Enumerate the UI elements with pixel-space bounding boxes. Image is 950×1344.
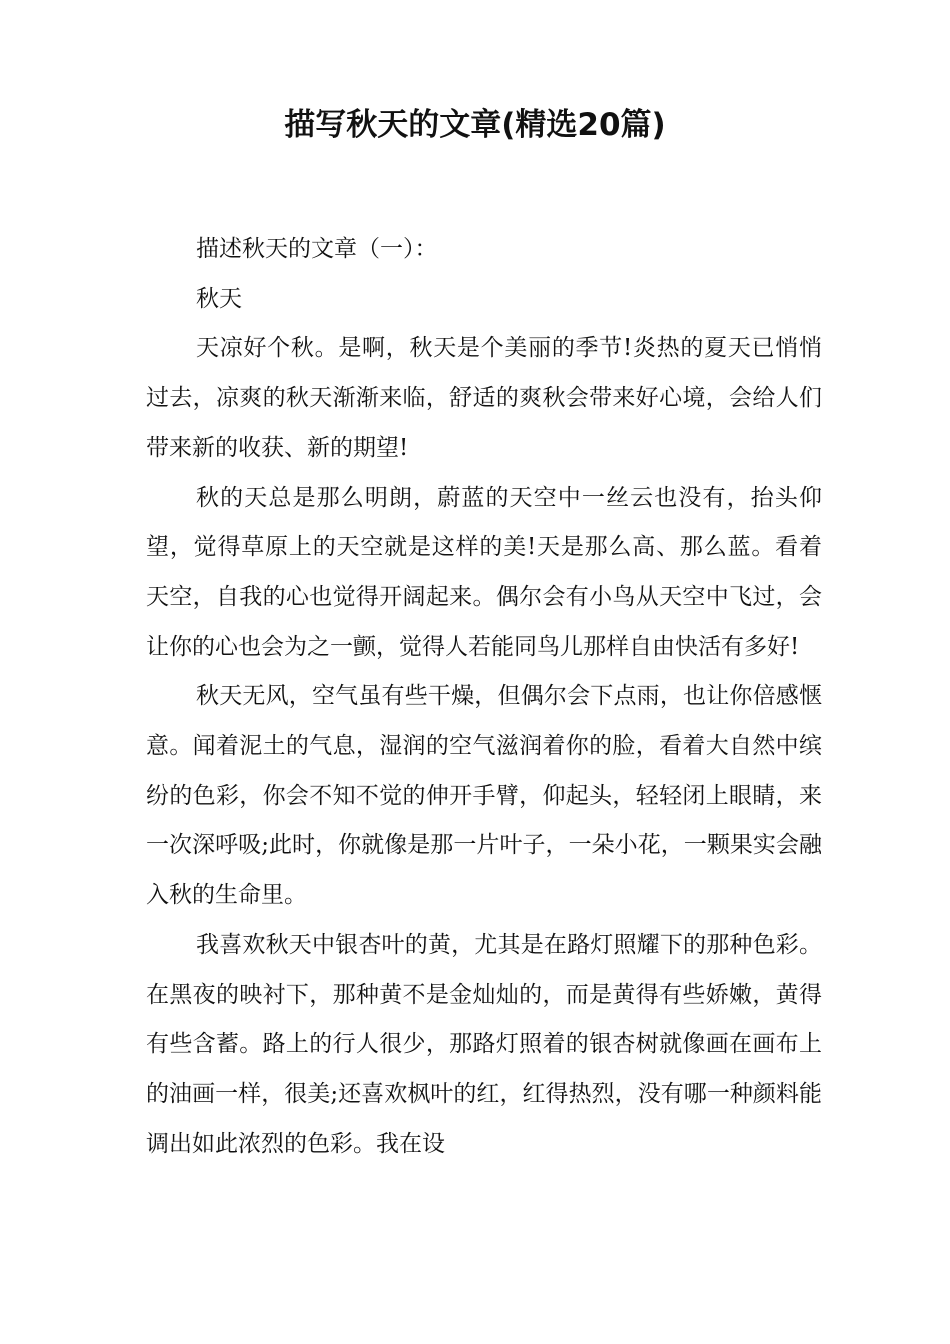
body-paragraph: 我喜欢秋天中银杏叶的黄，尤其是在路灯照耀下的那种色彩。在黑夜的映衬下，那种黄不是金灿灿的，而是黄得有些娇嫩，黄得有些含蓄。路上的行人很少，那路灯照着的银杏树就像画在画布上的油画一样，很美;还喜欢枫叶的红，红得热烈，没有哪一种颜料能调出如此浓烈的色彩。我在设 xyxy=(146,931,822,1157)
body-paragraph: 秋的天总是那么明朗，蔚蓝的天空中一丝云也没有，抬头仰望，觉得草原上的天空就是这样的美!天是那么高、那么蓝。看着天空，自我的心也觉得开阔起来。偶尔会有小鸟从天空中飞过，会让你的心也会为之一颤，觉得人若能同鸟儿那样自由快活有多好! xyxy=(146,484,822,660)
document-body xyxy=(146,225,822,1169)
body-paragraph: 秋天无风，空气虽有些干燥，但偶尔会下点雨，也让你倍感惬意。闻着泥土的气息，湿润的空气滋润着你的脸，看着大自然中缤纷的色彩，你会不知不觉的伸开手臂，仰起头，轻轻闭上眼睛，来一次深呼吸;此时，你就像是那一片叶子，一朵小花，一颗果实会融入秋的生命里。 xyxy=(146,683,822,909)
section-heading: 描述秋天的文章（一）： xyxy=(196,236,438,262)
essay-title: 秋天 xyxy=(196,285,242,312)
body-paragraph: 天凉好个秋。是啊，秋天是个美丽的季节!炎热的夏天已悄悄过去，凉爽的秋天渐渐来临，舒适的爽秋会带来好心境，会给人们带来新的收获、新的期望! xyxy=(146,335,822,461)
document-title: 描写秋天的文章(精选20篇) xyxy=(284,107,666,143)
